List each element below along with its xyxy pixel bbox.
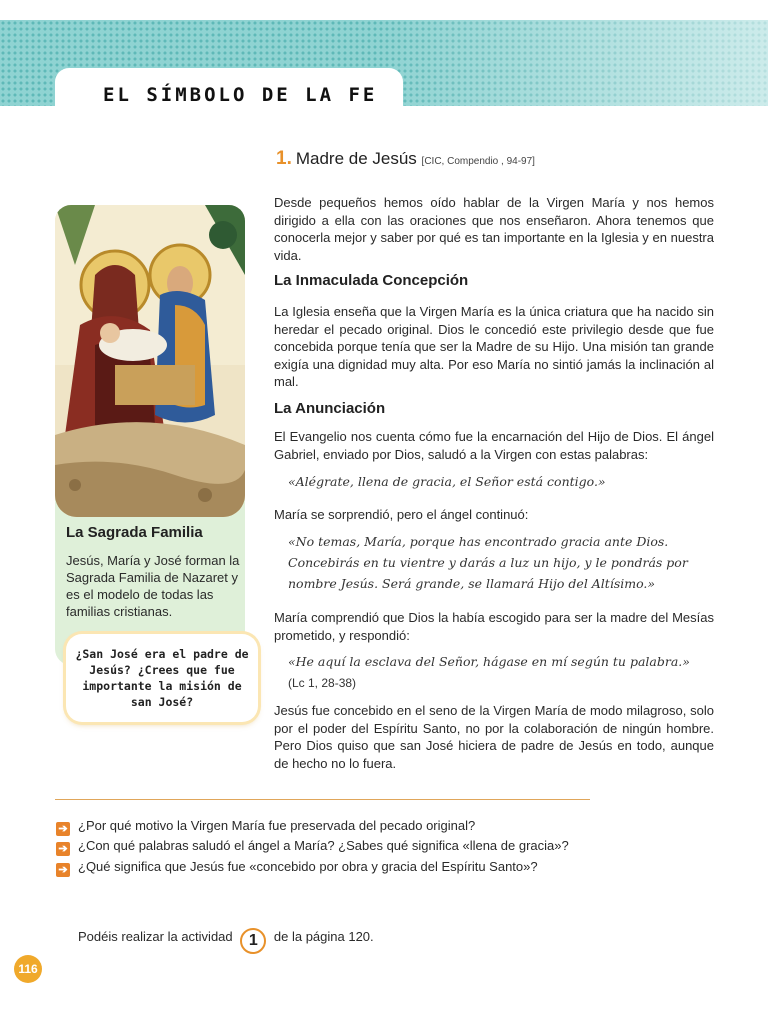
anunciacion-paragraph-4: Jesús fue concebido en el seno de la Virgen María de modo milagroso, solo por el poder del Espíritu Santo, no por la colaboración de ningún hombre. Pero Dios quiso que san José hiciera de padre de Jesús en todo, aunque de hecho no lo fuera. bbox=[274, 703, 714, 771]
citation: (Lc 1, 28-38) bbox=[288, 676, 357, 690]
quote-1: «Alégrate, llena de gracia, el Señor está contigo.» bbox=[288, 474, 606, 489]
title-tab bbox=[55, 68, 403, 112]
inmaculada-heading: La Inmaculada Concepción bbox=[274, 272, 469, 289]
question-item bbox=[56, 818, 475, 836]
anunciacion-paragraph-3: María comprendió que Dios la había escogido para ser la madre del Mesías prometido, y respondió: bbox=[274, 610, 714, 643]
section-heading bbox=[276, 148, 535, 170]
question-bubble bbox=[66, 634, 258, 722]
holy-family-image bbox=[55, 205, 245, 517]
quote-3: «He aquí la esclava del Señor, hágase en mí según tu palabra.» bbox=[288, 654, 690, 669]
anunciacion-paragraph-1: El Evangelio nos cuenta cómo fue la encarnación del Hijo de Dios. El ángel Gabriel, enviado por Dios, saludó a la Virgen con estas palabras: bbox=[274, 429, 714, 462]
activity-number-badge: 1 bbox=[240, 928, 266, 954]
activity-note bbox=[78, 928, 374, 954]
arrow-icon: ➔ bbox=[56, 822, 70, 836]
divider bbox=[55, 799, 590, 800]
arrow-icon: ➔ bbox=[56, 863, 70, 877]
holy-family-illustration bbox=[55, 205, 245, 517]
question-text: ¿Con qué palabras saludó el ángel a María? ¿Sabes qué significa «llena de gracia»? bbox=[78, 838, 569, 853]
arrow-icon: ➔ bbox=[56, 842, 70, 856]
question-text: ¿Qué significa que Jesús fue «concebido por obra y gracia del Espíritu Santo»? bbox=[78, 859, 538, 874]
question-item bbox=[56, 859, 538, 877]
question-item bbox=[56, 838, 569, 856]
activity-text-after: de la página 120. bbox=[273, 929, 374, 944]
question-bubble-text: ¿San José era el padre de Jesús? ¿Crees que fue importante la misión de san José? bbox=[75, 647, 249, 709]
sidebar-text: Jesús, María y José forman la Sagrada Familia de Nazaret y es el modelo de todas las familias cristianas. bbox=[66, 553, 240, 619]
question-text: ¿Por qué motivo la Virgen María fue preservada del pecado original? bbox=[78, 818, 476, 833]
section-reference: [CIC, Compendio , 94-97] bbox=[421, 156, 535, 167]
activity-text-before: Podéis realizar la actividad bbox=[78, 929, 233, 944]
anunciacion-paragraph-2: María se sorprendió, pero el ángel continuó: bbox=[274, 507, 529, 522]
intro-paragraph: Desde pequeños hemos oído hablar de la Virgen María y nos hemos dirigido a ella con las oraciones que nos enseñaron. Ahora tenemos que conocerla mejor y saber por qué es tan importante en la Iglesia y en nuestra vida. bbox=[274, 195, 714, 263]
page-title: EL SÍMBOLO DE LA FE bbox=[103, 84, 378, 106]
sidebar-title: La Sagrada Familia bbox=[66, 524, 203, 541]
header-fade bbox=[380, 20, 768, 106]
section-title: Madre de Jesús bbox=[295, 149, 417, 168]
anunciacion-heading: La Anunciación bbox=[274, 400, 386, 417]
page-number: 116 bbox=[14, 955, 42, 983]
section-number: 1. bbox=[276, 148, 292, 169]
quote-2: «No temas, María, porque has encontrado gracia ante Dios. Concebirás en tu vientre y darás a luz un hijo, y le pondrás por nombre Jesús. Será grande, se llamará Hijo del Altísimo.» bbox=[288, 534, 688, 591]
inmaculada-paragraph: La Iglesia enseña que la Virgen María es la única criatura que ha nacido sin heredar el pecado original. Dios le concedió este privilegio desde que fue concebida porque tenía que ser la Madre de su Hijo. Una misión tan grande exigía una dignidad muy alta. Por eso María no sintió jamás la inclinación al mal. bbox=[274, 304, 714, 390]
